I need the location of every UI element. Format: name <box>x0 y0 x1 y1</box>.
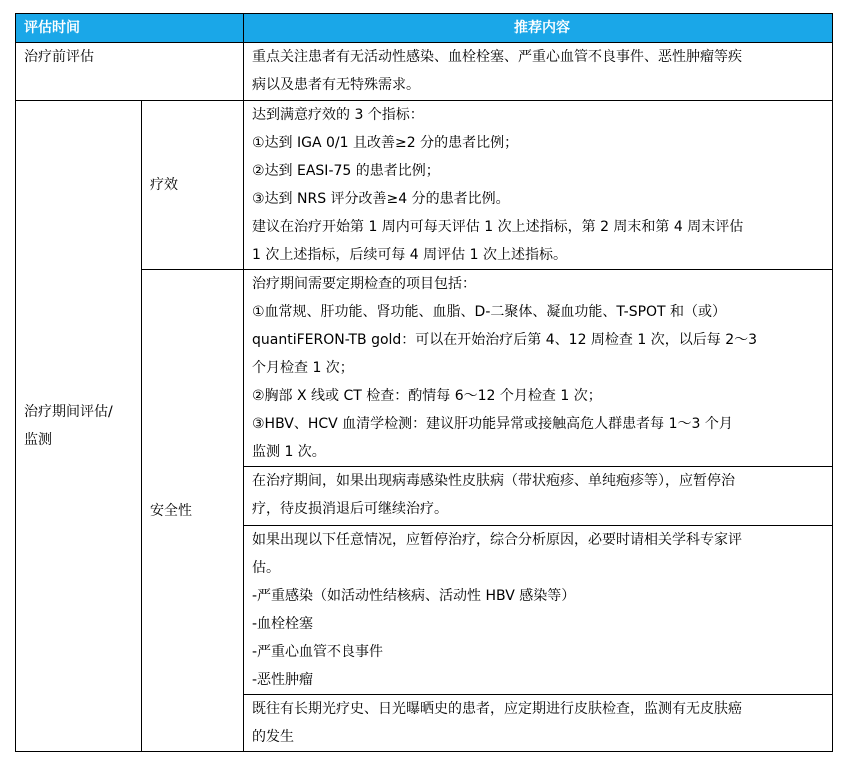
text-line: 监测 1 次。 <box>252 444 326 460</box>
text-line: 监测 <box>24 432 52 448</box>
text-line: 病以及患者有无特殊需求。 <box>252 77 420 93</box>
text-line: 估。 <box>252 560 280 576</box>
safety-block-3 <box>244 526 833 695</box>
text-line: 既往有长期光疗史、日光曝晒史的患者，应定期进行皮肤检查，监测有无皮肤癌 <box>252 701 742 717</box>
text-line: 治疗期间评估/ <box>24 404 113 420</box>
text-line: 建议在治疗开始第 1 周内可每天评估 1 次上述指标，第 2 周末和第 4 周末评估 <box>252 219 744 235</box>
text-line: 治疗期间需要定期检查的项目包括： <box>252 276 476 292</box>
text-line: ③达到 NRS 评分改善≥4 分的患者比例。 <box>252 191 510 207</box>
text-line: quantiFERON-TB gold：可以在开始治疗后第 4、12 周检查 1 次，以后每 2～3 <box>252 332 758 348</box>
text-line: 达到满意疗效的 3 个指标： <box>252 107 424 123</box>
text-line: -血栓栓塞 <box>252 616 314 632</box>
text-line: 的发生 <box>252 729 294 745</box>
header-eval-time: 评估时间 <box>16 14 244 43</box>
table-row-efficacy <box>16 101 833 270</box>
text-line: 如果出现以下任意情况，应暂停治疗，综合分析原因，必要时请相关学科专家评 <box>252 532 742 548</box>
safety-label: 安全性 <box>142 270 244 752</box>
text-line: 1 次上述指标，后续可每 4 周评估 1 次上述指标。 <box>252 247 567 263</box>
table-header-row <box>16 14 833 43</box>
pre-eval-label: 治疗前评估 <box>16 43 244 101</box>
text-line: ③HBV、HCV 血清学检测：建议肝功能异常或接触高危人群患者每 1～3 个月 <box>252 416 733 432</box>
text-line: -严重感染（如活动性结核病、活动性 HBV 感染等） <box>252 588 576 604</box>
efficacy-label: 疗效 <box>142 101 244 270</box>
safety-block-4 <box>244 695 833 752</box>
table-row-pre <box>16 43 833 101</box>
pre-eval-content <box>244 43 833 101</box>
recommendation-table <box>15 13 833 752</box>
safety-block-1 <box>244 270 833 467</box>
text-line: -严重心血管不良事件 <box>252 644 384 660</box>
text-line: ②达到 EASI-75 的患者比例； <box>252 163 440 179</box>
text-line: 在治疗期间，如果出现病毒感染性皮肤病（带状疱疹、单纯疱疹等），应暂停治 <box>252 473 735 489</box>
text-line: -恶性肿瘤 <box>252 672 314 688</box>
text-line: ②胸部 X 线或 CT 检查：酌情每 6～12 个月检查 1 次； <box>252 388 602 404</box>
text-line: 疗，待皮损消退后可继续治疗。 <box>252 501 448 517</box>
efficacy-content <box>244 101 833 270</box>
safety-block-2 <box>244 467 833 526</box>
text-line: 个月检查 1 次； <box>252 360 354 376</box>
header-recommendation: 推荐内容 <box>244 14 833 43</box>
text-line: ①血常规、肝功能、肾功能、血脂、D-二聚体、凝血功能、T-SPOT 和（或） <box>252 304 727 320</box>
text-line: ①达到 IGA 0/1 且改善≥2 分的患者比例； <box>252 135 519 151</box>
during-eval-label <box>16 101 142 752</box>
text-line: 重点关注患者有无活动性感染、血栓栓塞、严重心血管不良事件、恶性肿瘤等疾 <box>252 49 742 65</box>
